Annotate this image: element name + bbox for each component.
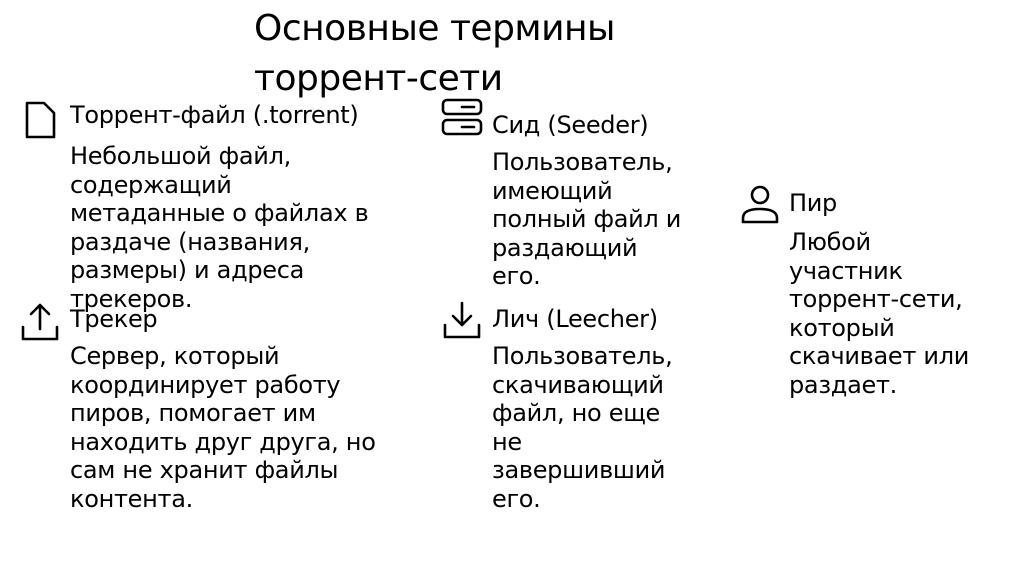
desc-line: трекеров.	[70, 284, 193, 313]
desc-line: координирует работу	[70, 370, 341, 399]
desc-line: его.	[492, 262, 541, 291]
download-icon	[440, 298, 484, 342]
desc-line: Пользователь,	[492, 342, 673, 370]
term-description	[789, 228, 969, 400]
term-description	[70, 342, 376, 514]
desc-line: завершивший	[492, 456, 666, 485]
term-description	[492, 148, 681, 291]
term-heading: Торрент-файл (.torrent)	[70, 101, 359, 129]
term-heading: Лич (Leecher)	[492, 305, 658, 333]
desc-line: Пользователь,	[492, 148, 673, 176]
desc-line: участник	[789, 256, 903, 285]
desc-line: торрент-сети,	[789, 285, 963, 314]
desc-line: размеры) и адреса	[70, 256, 305, 285]
desc-line: Сервер, который	[70, 342, 280, 370]
desc-line: раздает.	[789, 370, 897, 399]
term-description	[492, 342, 672, 514]
desc-line: метаданные о файлах в	[70, 199, 369, 228]
desc-line: находить друг друга, но	[70, 427, 376, 456]
desc-line: сам не хранит файлы	[70, 456, 339, 485]
slide-title-line-2: торрент-сети	[254, 58, 503, 99]
desc-line: файл, но еще	[492, 399, 660, 428]
desc-line: раздающий	[492, 233, 638, 262]
desc-line: полный файл и	[492, 205, 682, 234]
term-description	[70, 142, 368, 314]
desc-line: Любой	[789, 228, 871, 256]
term-heading: Сид (Seeder)	[492, 111, 649, 139]
term-heading: Трекер	[70, 305, 158, 333]
file-icon	[18, 98, 62, 142]
server-icon	[440, 96, 484, 140]
desc-line: контента.	[70, 484, 193, 513]
desc-line: содержащий	[70, 170, 232, 199]
upload-icon	[18, 300, 62, 344]
slide-title-line-1: Основные термины	[254, 8, 615, 49]
desc-line: Небольшой файл,	[70, 142, 291, 170]
slide-title	[254, 4, 615, 104]
desc-line: скачивающий	[492, 370, 664, 399]
term-heading: Пир	[789, 189, 837, 217]
desc-line: имеющий	[492, 176, 613, 205]
desc-line: который	[789, 313, 895, 342]
desc-line: скачивает или	[789, 342, 970, 371]
user-icon	[738, 182, 782, 226]
desc-line: его.	[492, 484, 541, 513]
desc-line: пиров, помогает им	[70, 399, 316, 428]
desc-line: раздаче (названия,	[70, 227, 310, 256]
desc-line: не	[492, 427, 522, 456]
